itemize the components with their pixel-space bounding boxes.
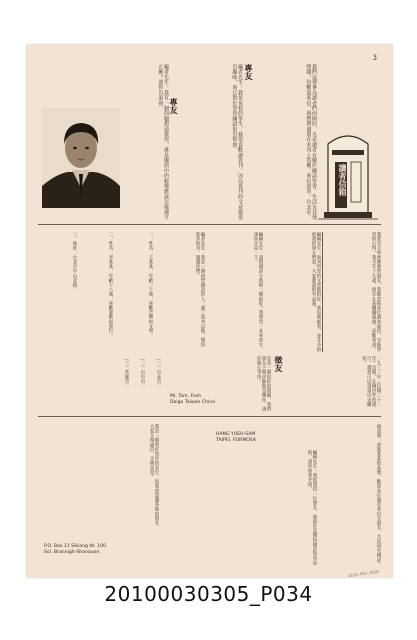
english-line-name: Sol. Brannigh-Shanauon (44, 550, 100, 555)
letter-f: 編輯先生：我很想找一位筆友，他最好是懂得國語和英語的，請你替我介紹。 (307, 450, 317, 565)
author-portrait (42, 108, 120, 208)
letter-g: 我是一個愛好寫作的青年，很希望認識各地的朋友，大家互相通信，交換意見。 (149, 424, 159, 530)
reply-text-3: 一九三二年（民國二十一年）出版，在國內外很流行，讀者可以到書店去購買。 (361, 356, 381, 407)
reply-text-1: 編者先生：我是某校的學生，我很喜歡讀貴刊，因為貴刊的文章都很有趣味，而且對於學習國語很有幫助。 (231, 64, 243, 220)
english-address-block (170, 394, 270, 406)
column-rule (322, 232, 323, 352)
mailbox-illustration (318, 126, 378, 220)
page-number: 3 (372, 54, 377, 62)
list-item-3: （三）高雄市。 (124, 356, 129, 389)
section-divider-lower (38, 416, 381, 417)
letter-e: 通訊處：香港某某街某號，歡迎各位讀者來信交朋友，共同研究國語。 (376, 424, 381, 567)
exchange-1: 一、姓名：王某某，年齡二十歲，喜歡音樂和文學。 (148, 232, 153, 338)
english-name-block (216, 432, 296, 444)
english-line-addr4: TAIPEI, FORMOSA (216, 438, 257, 443)
letter-b: 編輯先生：貴刊所登的文章都很好，我每期都看，並且介紹給我的朋友們看，大家都說很有益處。 (311, 232, 321, 352)
exchange-2: 二、姓名：李某某，年齡十八歲，喜歡運動和旅行。 (108, 232, 113, 338)
column-title-first: 專友 (244, 64, 254, 80)
list-item-2: （二）台中市。 (140, 356, 145, 389)
archive-stamp: 2010.003.0305 (347, 568, 380, 579)
list-item-1: （一）台北市。 (156, 356, 161, 389)
reply-text-2: 編者先生：我有一個問題想請教你，就是國語中的輕聲應該怎樣讀才正確？請你告訴我。 (157, 64, 169, 220)
letter-d: 編者先生：我是一個初學國語的人，讀了貴刊以後，覺得進步很多，謝謝你們。 (195, 232, 205, 347)
column-title-second: 專友 (169, 98, 179, 114)
archive-caption: 20100030305_P034 (104, 582, 313, 606)
intro-text: 我們這裡專為讀者們而開的，凡是讀者有關於國語學習、生活及其他問題，均歡迎來信，我們將盡量在本刊上答覆。來信請寄：台北市。 (305, 64, 317, 220)
english-line-addr5: P.O. Box 11 Sikiang Nr. 100 (44, 544, 106, 549)
reply-text-4: 這是一個很好的問題，我們會在下期詳細地答覆你，請你耐心等待。 (256, 356, 271, 412)
letter-c: 編輯先生：請問國語字典那一種最好？我想買一本來查字，請你介紹一下。 (253, 232, 263, 352)
column-title-third: 徵友 (274, 356, 284, 372)
english-line-addr3: HANG YUEH-SAM (216, 432, 256, 437)
english-footer-block (44, 544, 164, 556)
english-line-addr1: Mr. Tom. Fosh (170, 394, 202, 399)
magazine-page (26, 44, 393, 578)
letter-a: 我愛有文學底修養的朋友，我願意和各位讀者通信，交換學習的心得。我今年十九歲，現在在某機關服務，喜歡看書。 (371, 232, 381, 352)
section-divider (38, 224, 381, 225)
exchange-3: 三、地址：台北市中山北路。 (72, 232, 77, 292)
english-line-addr2: Daigo Taiwan China (170, 400, 216, 405)
mailbox-sign: 讀者信箱 (338, 164, 348, 196)
